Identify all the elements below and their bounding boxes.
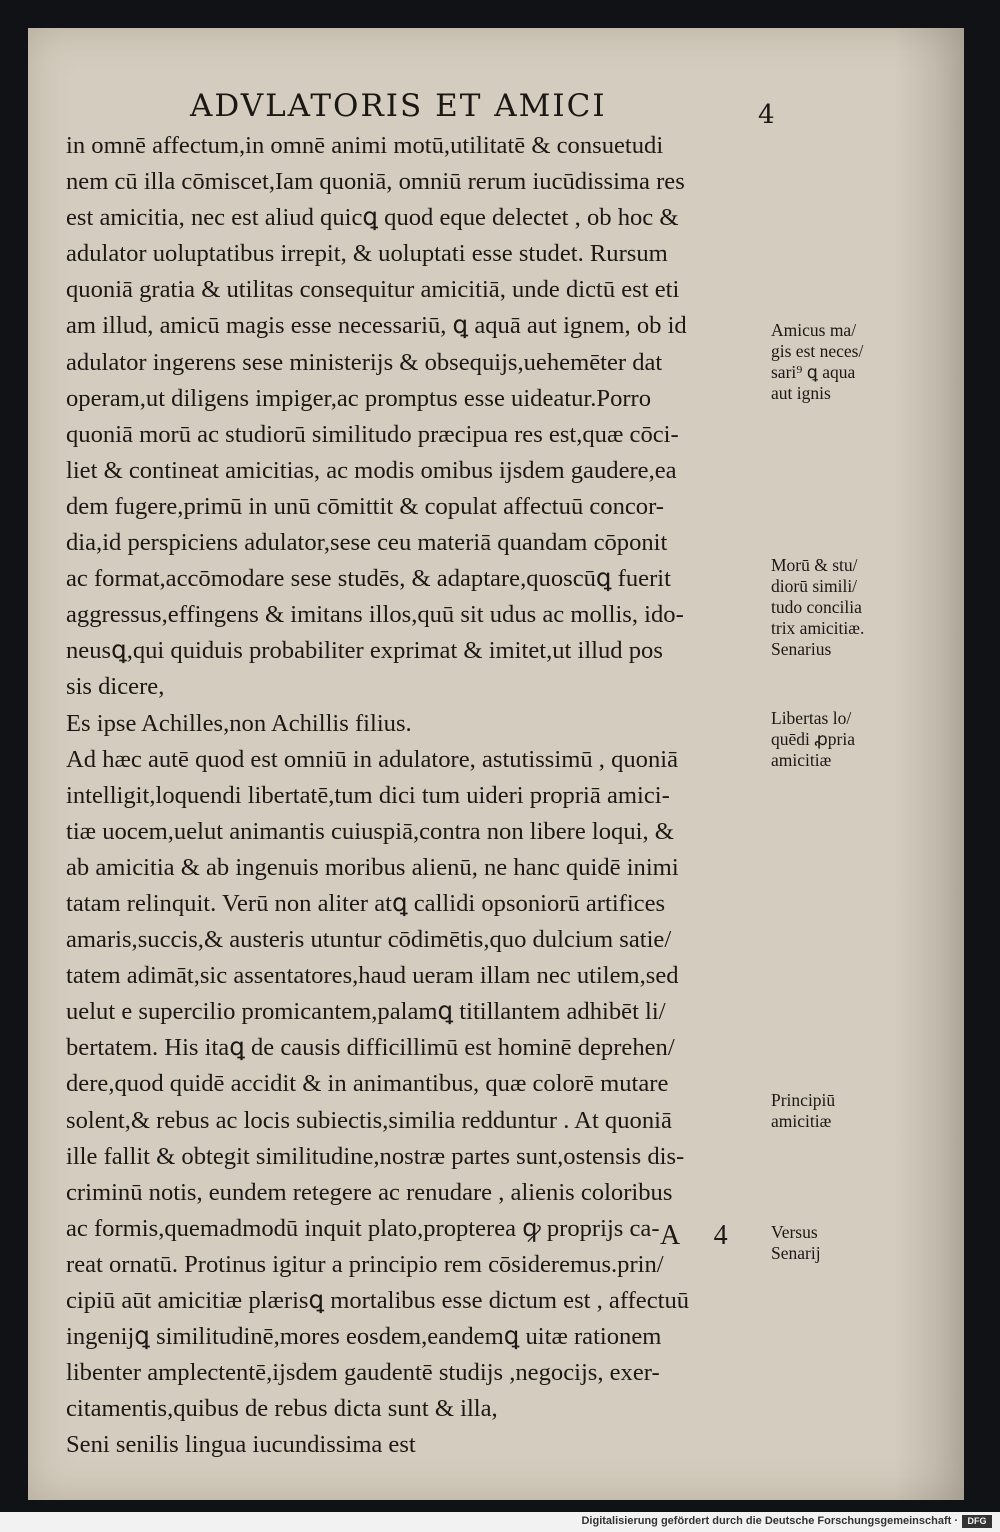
text-line: dem fugere,primū in unū cōmittit & copulat affectuū concor- — [66, 492, 664, 520]
marginal-note-line: amicitiæ — [771, 750, 832, 770]
marginal-note-line: Amicus ma/ — [771, 320, 857, 340]
marginal-note-versus — [771, 1222, 921, 1264]
marginal-note-line: sari⁹ ꝗ aqua — [771, 362, 856, 382]
running-head: ADVLATORIS ET AMICI — [190, 88, 607, 124]
text-line: Seni senilis lingua iucundissima est — [66, 1431, 416, 1459]
text-line: bertatem. His itaꝗ de causis difficillimū est hominē deprehen/ — [66, 1034, 675, 1062]
text-line: neusꝗ,qui quiduis probabiliter exprimat & imitet,ut illud pos — [66, 637, 663, 665]
marginal-note-line: tudo concilia — [771, 597, 862, 617]
text-line: criminū notis, eundem retegere ac renudare , alienis coloribus — [66, 1178, 673, 1206]
text-line: ab amicitia & ab ingenuis moribus alienū, ne hanc quidē inimi — [66, 853, 679, 881]
marginal-note-amicus — [771, 320, 921, 404]
text-line: intelligit,loquendi libertatē,tum dici tum uideri propriā amici- — [66, 781, 670, 809]
text-line: aggressus,effingens & imitans illos,quū sit udus ac mollis, ido- — [66, 601, 684, 629]
marginal-note-principium — [771, 1090, 921, 1132]
text-line: operam,ut diligens impiger,ac promptus esse uideatur.Porro — [66, 384, 652, 412]
text-line: dia,id perspiciens adulator,sese ceu materiā quandam cōponit — [66, 529, 668, 557]
text-line: est amicitia, nec est aliud quicꝗ quod eque delectet , ob hoc & — [66, 204, 679, 232]
text-line: tatam relinquit. Verū non aliter atꝗ callidi opsoniorū artifices — [66, 889, 666, 917]
text-line: uelut e supercilio promicantem,palamꝗ titillantem adhibēt li/ — [66, 998, 666, 1026]
text-line: citamentis,quibus de rebus dicta sunt & illa, — [66, 1395, 498, 1423]
marginal-note-line: Principiū — [771, 1090, 836, 1110]
marginal-note-line: aut ignis — [771, 383, 831, 403]
text-line: libenter amplectentē,ijsdem gaudentē studijs ,negocijs, exer- — [66, 1359, 660, 1387]
signature-mark: A 4 — [660, 1220, 742, 1251]
marginal-note-line: amicitiæ — [771, 1111, 832, 1131]
text-line: in omnē affectum,in omnē animi motū,utilitatē & consuetudi — [66, 132, 664, 159]
text-line: Ad hæc autē quod est omniū in adulatore, astutissimū , quoniā — [66, 745, 679, 773]
folio-number: 4 — [758, 100, 775, 130]
text-line: tatem adimāt,sic assentatores,haud ueram illam nec utilem,sed — [66, 962, 679, 990]
text-line: nem cū illa cōmiscet,Iam quoniā, omniū rerum iucūdissima res — [66, 168, 685, 196]
text-line: ac formis,quemadmodū inquit plato,propterea ꝙ proprijs ca- — [66, 1214, 660, 1242]
main-text-block — [66, 128, 786, 1463]
marginal-note-line: gis est neces/ — [771, 341, 864, 361]
text-line: dere,quod quidē accidit & in animantibus, quæ colorē mutare — [66, 1070, 669, 1098]
marginal-note-line: Versus — [771, 1222, 818, 1242]
marginal-note-line: Morū & stu/ — [771, 555, 858, 575]
dfg-logo: DFG — [962, 1515, 992, 1528]
text-line: adulator uoluptatibus irrepit, & uoluptati esse studet. Rursum — [66, 240, 668, 268]
marginal-note-line: quēdi ꝓpria — [771, 729, 856, 749]
marginal-note-line: diorū simili/ — [771, 576, 858, 596]
text-line: ac format,accōmodare sese studēs, & adaptare,quoscūꝗ fuerit — [66, 565, 671, 593]
marginal-note-morum — [771, 555, 921, 660]
marginal-note-libertas — [771, 708, 921, 771]
marginal-note-line: Senarij — [771, 1243, 821, 1263]
text-line: tiæ uocem,uelut animantis cuiuspiā,contra non libere loqui, & — [66, 817, 674, 845]
marginal-note-line: Senarius — [771, 639, 832, 659]
text-line: reat ornatū. Protinus igitur a principio rem cōsideremus.prin/ — [66, 1250, 664, 1278]
text-line: adulator ingerens sese ministerijs & obsequijs,uehemēter dat — [66, 348, 663, 376]
text-line: quoniā morū ac studiorū similitudo præcipua res est,quæ cōci- — [66, 420, 679, 448]
text-line: sis dicere, — [66, 673, 165, 701]
text-line: quoniā gratia & utilitas consequitur amicitiā, unde dictū est eti — [66, 276, 680, 304]
marginal-note-line: trix amicitiæ. — [771, 618, 865, 638]
text-line: solent,& rebus ac locis subiectis,similia redduntur . At quoniā — [66, 1106, 672, 1134]
text-line: cipiū aūt amicitiæ plærisꝗ mortalibus esse dictum est , affectuū — [66, 1287, 690, 1314]
text-line: amaris,succis,& austeris utuntur cōdimētis,quo dulcium satie/ — [66, 926, 672, 954]
text-line: liet & contineat amicitias, ac modis omibus ijsdem gaudere,ea — [66, 456, 677, 484]
text-line: ingenijꝗ similitudinē,mores eosdem,eandemꝗ uitæ rationem — [66, 1323, 662, 1351]
digitization-footer — [0, 1512, 1000, 1532]
footer-credit: Digitalisierung gefördert durch die Deutsche Forschungsgemeinschaft · — [581, 1515, 958, 1527]
text-line: Es ipse Achilles,non Achillis filius. — [66, 709, 412, 737]
marginal-note-line: Libertas lo/ — [771, 708, 852, 728]
text-line: am illud, amicū magis esse necessariū, ꝗ aquā aut ignem, ob id — [66, 312, 687, 340]
text-line: ille fallit & obtegit similitudine,nostræ partes sunt,ostensis dis- — [66, 1142, 685, 1170]
